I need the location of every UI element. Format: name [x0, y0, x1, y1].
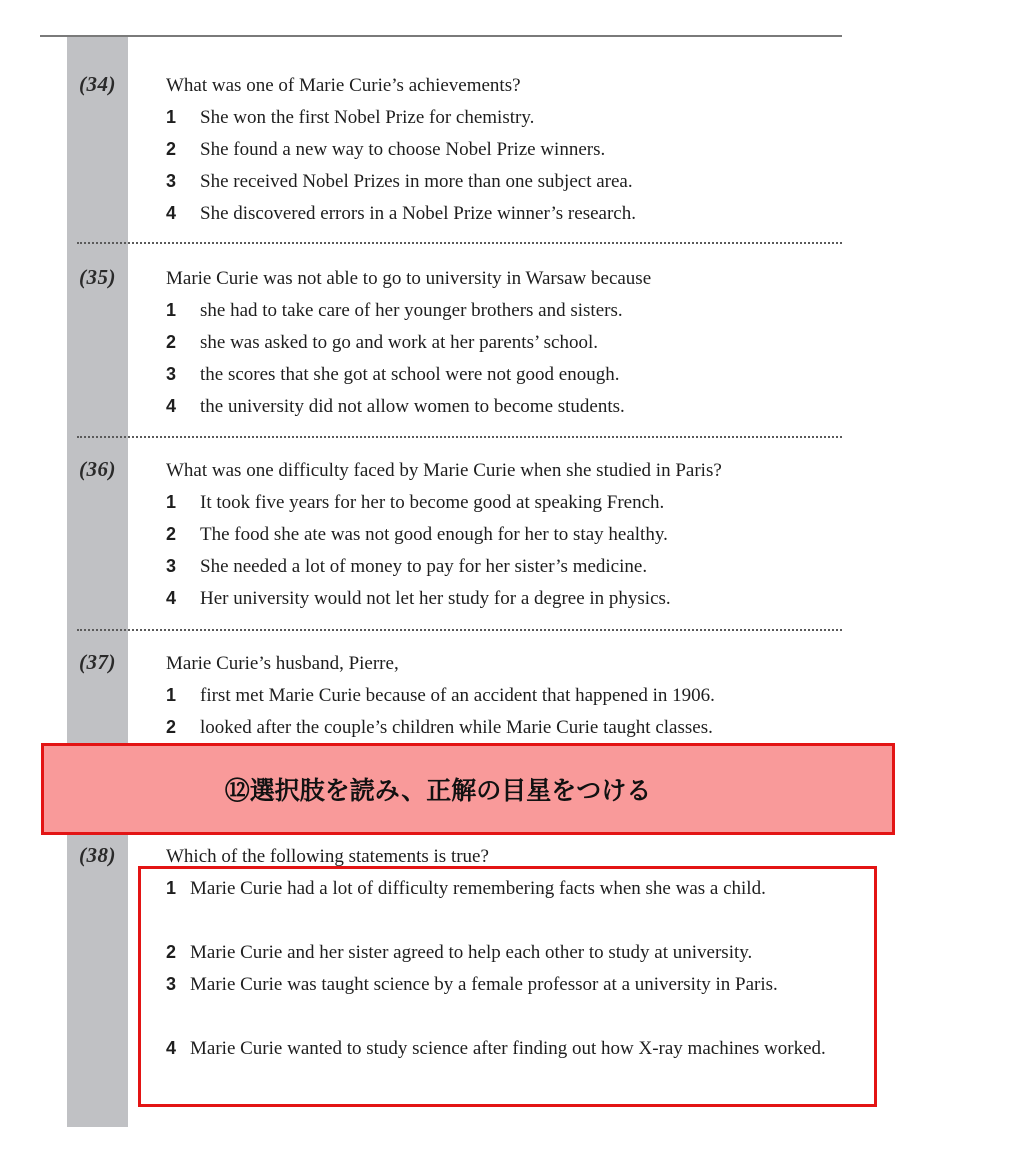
option-number: 1 — [166, 107, 177, 127]
section-divider — [77, 242, 842, 244]
question-stem-37: Marie Curie’s husband, Pierre, — [166, 653, 399, 674]
option-text: It took five years for her to become good at speaking French. — [200, 492, 665, 513]
option-text: looked after the couple’s children while Marie Curie taught classes. — [200, 717, 713, 738]
question-number-34: (34) — [79, 72, 116, 96]
option-number: 1 — [166, 685, 177, 705]
option-36-2[interactable] — [166, 524, 668, 546]
option-37-1[interactable] — [166, 685, 715, 707]
option-36-1[interactable] — [166, 492, 664, 514]
option-text: She discovered errors in a Nobel Prize winner’s research. — [200, 203, 636, 224]
option-number: 1 — [166, 878, 177, 898]
option-36-3[interactable] — [166, 556, 647, 578]
option-number: 2 — [166, 524, 177, 544]
option-34-2[interactable] — [166, 139, 605, 161]
option-number: 3 — [166, 974, 177, 994]
question-stem-36: What was one difficulty faced by Marie Curie when she studied in Paris? — [166, 460, 722, 481]
option-35-2[interactable] — [166, 332, 598, 354]
option-number: 2 — [166, 139, 177, 159]
option-35-4[interactable] — [166, 396, 625, 418]
question-number-38: (38) — [79, 843, 116, 867]
option-text: Her university would not let her study for a degree in physics. — [200, 588, 671, 609]
option-text: Marie Curie was taught science by a female professor at a university in Paris. — [190, 974, 778, 995]
section-divider — [77, 629, 842, 631]
option-text: Marie Curie wanted to study science after finding out how X-ray machines worked. — [190, 1038, 826, 1059]
option-number: 4 — [166, 1038, 177, 1058]
option-text: She found a new way to choose Nobel Prize winners. — [200, 139, 606, 160]
option-text: Marie Curie and her sister agreed to help each other to study at university. — [190, 942, 753, 963]
option-text: She received Nobel Prizes in more than one subject area. — [200, 171, 633, 192]
option-text: The food she ate was not good enough for her to stay healthy. — [200, 524, 668, 545]
option-number: 4 — [166, 203, 177, 223]
option-34-4[interactable] — [166, 203, 636, 225]
top-rule — [40, 35, 842, 37]
question-number-36: (36) — [79, 457, 116, 481]
option-number: 2 — [166, 332, 177, 352]
option-36-4[interactable] — [166, 588, 671, 610]
option-text: she was asked to go and work at her parents’ school. — [200, 332, 599, 353]
option-text: the scores that she got at school were not good enough. — [200, 364, 620, 385]
option-number: 3 — [166, 171, 177, 191]
option-text: She needed a lot of money to pay for her sister’s medicine. — [200, 556, 648, 577]
option-number: 1 — [166, 300, 177, 320]
option-text: She won the first Nobel Prize for chemistry. — [200, 107, 535, 128]
instruction-banner-text: ⑫選択肢を読み、正解の目星をつける — [224, 776, 652, 805]
section-divider — [77, 436, 842, 438]
option-number: 4 — [166, 396, 177, 416]
option-number: 3 — [166, 364, 177, 384]
question-stem-38: Which of the following statements is true? — [166, 846, 489, 867]
option-number: 4 — [166, 588, 177, 608]
option-35-3[interactable] — [166, 364, 619, 386]
option-number: 3 — [166, 556, 177, 576]
option-34-1[interactable] — [166, 107, 534, 129]
question-number-37: (37) — [79, 650, 116, 674]
option-34-3[interactable] — [166, 171, 633, 193]
option-35-1[interactable] — [166, 300, 623, 322]
option-37-2[interactable] — [166, 717, 713, 739]
question-stem-34: What was one of Marie Curie’s achievements? — [166, 75, 521, 96]
question-stem-35: Marie Curie was not able to go to university in Warsaw because — [166, 268, 652, 289]
option-number: 2 — [166, 942, 177, 962]
question-number-35: (35) — [79, 265, 116, 289]
option-text: first met Marie Curie because of an accident that happened in 1906. — [200, 685, 715, 706]
option-number: 1 — [166, 492, 177, 512]
option-text: Marie Curie had a lot of difficulty remembering facts when she was a child. — [190, 878, 766, 899]
option-number: 2 — [166, 717, 177, 737]
question-number-sidebar — [67, 37, 128, 1127]
instruction-banner — [41, 743, 895, 835]
option-text: she had to take care of her younger brothers and sisters. — [200, 300, 623, 321]
options-highlight-box — [138, 866, 877, 1107]
option-text: the university did not allow women to become students. — [200, 396, 625, 417]
